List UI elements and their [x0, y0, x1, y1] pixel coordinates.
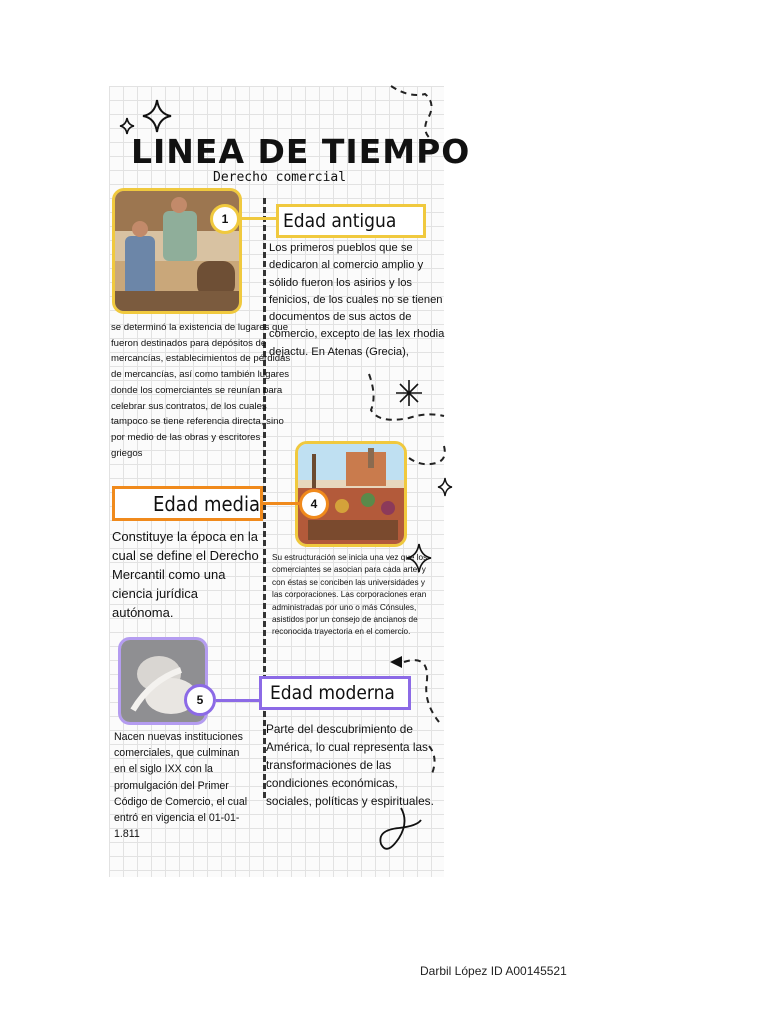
event-number-badge: [299, 489, 329, 519]
edad-media-label-text: Edad media: [153, 491, 261, 516]
scribble-loop-icon: [380, 808, 421, 849]
edad-antigua-text-right: Los primeros pueblos que se dedicaron al comercio amplio y sólido fueron los asirios y los fenicios, de los cuales no se tienen documentos de sus actos de comercio, excepto de las lex rhodia dejactu. En Atenas (Grecia),: [269, 242, 445, 358]
author-footer: Darbil López ID A00145521: [420, 964, 567, 978]
dashed-curve: [409, 446, 445, 464]
dashed-curve: [369, 374, 444, 420]
event-number-badge: [184, 684, 216, 716]
event-number: 5: [196, 693, 204, 707]
connector-line: [261, 502, 301, 505]
event-number-badge: [210, 204, 240, 234]
edad-moderna-label-text: Edad moderna: [270, 682, 395, 704]
arrow-head-icon: [390, 656, 402, 668]
edad-antigua-label: [276, 204, 426, 238]
event-number: 1: [221, 212, 229, 226]
edad-media-label: [112, 486, 263, 521]
edad-media-text-right: Su estructuración se inicia una vez que los comerciantes se asocian para cada arte, y con éstas se conciben las universidades y las corporaciones. Las corporaciones eran administradas por uno o más Cónsules, asistidos por un consejo de ancianos de reconocida trayectoria en el comercio.: [272, 553, 428, 637]
infographic-sheet: [109, 86, 471, 877]
sparkle-star-icon: [143, 100, 171, 132]
edad-antigua-text-left: se determinó la existencia de lugares que fueron destinados para depósitos de mercancías, establecimientos de pérdidas de mercancías, así como también lugares donde los comerciantes se reunían para celebrar sus contratos, de los cuales tampoco se tiene referencia directa, sino por medio de las obras y escritores griegos: [111, 322, 291, 459]
page-subtitle: Derecho comercial: [213, 170, 347, 185]
starburst-icon: [396, 380, 422, 406]
connector-line: [216, 699, 261, 702]
edad-media-text-left: Constituye la época en la cual se define el Derecho Mercantil como una ciencia jurídica autónoma.: [112, 529, 259, 620]
edad-moderna-text-right: Parte del descubrimiento de América, lo cual representa las transformaciones de las condiciones económicas, sociales, políticas y espirituales.: [266, 722, 434, 808]
connector-line: [240, 217, 278, 220]
edad-moderna-label: [259, 676, 411, 710]
edad-moderna-text-left: Nacen nuevas instituciones comerciales, que culminan en el siglo IXX con la promulgación del Primer Código de Comercio, el cual entró en vigencia el 01-01-1.811: [114, 731, 248, 841]
edad-antigua-label-text: Edad antigua: [283, 210, 397, 232]
sparkle-star-icon: [438, 478, 452, 496]
event-number: 4: [310, 497, 318, 511]
page-title: LINEA DE TIEMPO: [131, 132, 471, 171]
